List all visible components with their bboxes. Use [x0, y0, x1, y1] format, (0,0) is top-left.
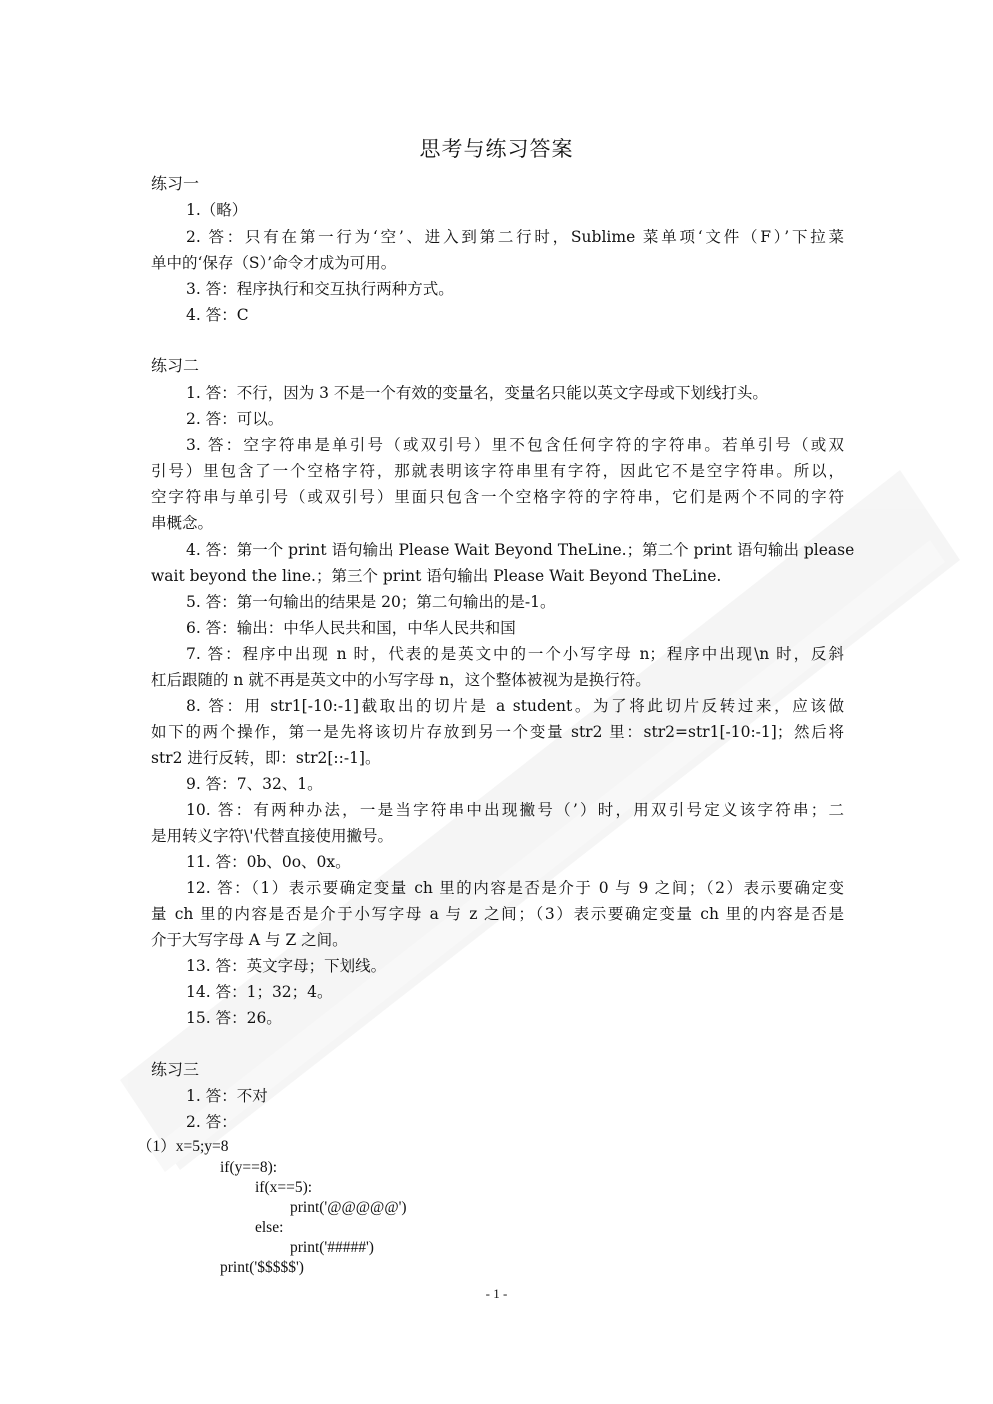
answer-2-10-line2: 是用转义字符\'代替直接使用撇号。: [151, 827, 393, 845]
answer-3-1: 1. 答：不对: [186, 1087, 268, 1105]
answer-2-1: 1. 答：不行，因为 3 不是一个有效的变量名，变量名只能以英文字母或下划线打头。: [186, 384, 768, 402]
code-line: else:: [255, 1219, 284, 1236]
code-line: （1）x=5;y=8: [137, 1138, 229, 1155]
code-line: print('$$$$$'): [220, 1259, 304, 1276]
answer-2-6: 6. 答：输出：中华人民共和国，中华人民共和国: [186, 619, 516, 637]
answer-2-12-line3: 介于大写字母 A 与 Z 之间。: [151, 931, 348, 949]
answer-1-2-line1: 2. 答：只有在第一行为‘空’、进入到第二行时，Sublime 菜单项‘文件（F）’下拉菜: [186, 228, 844, 246]
answer-2-13: 13. 答：英文字母；下划线。: [186, 957, 387, 975]
page-number: - 1 -: [485, 1286, 508, 1301]
answer-2-5: 5. 答：第一句输出的结果是 20；第二句输出的是-1。: [186, 593, 556, 611]
answer-2-8-line2: 如下的两个操作，第一是先将该切片存放到另一个变量 str2 里：str2=str1[-10:-1]；然后将: [151, 723, 844, 741]
answer-2-12-line1: 12. 答：（1）表示要确定变量 ch 里的内容是否是介于 0 与 9 之间；（2）表示要确定变: [186, 879, 844, 897]
answer-2-2: 2. 答：可以。: [186, 410, 284, 428]
answer-1-4: 4. 答：C: [186, 306, 249, 324]
answer-2-10-line1: 10. 答：有两种办法，一是当字符串中出现撇号（’）时，用双引号定义该字符串；二: [186, 801, 844, 819]
answer-2-14: 14. 答：1；32；4。: [186, 983, 333, 1001]
answer-2-8-line3: str2 进行反转，即：str2[::-1]。: [151, 749, 381, 767]
code-line: if(x==5):: [255, 1179, 313, 1196]
section-heading-ex1: 练习一: [151, 174, 200, 193]
answer-2-3-line4: 串概念。: [151, 514, 214, 532]
answer-2-8-line1: 8. 答：用 str1[-10:-1]截取出的切片是 a student。为了将此切片反转过来，应该做: [186, 697, 844, 715]
answer-1-1: 1.（略）: [186, 201, 248, 219]
section-heading-ex2: 练习二: [151, 356, 200, 375]
code-line: if(y==8):: [220, 1159, 278, 1176]
answer-2-12-line2: 量 ch 里的内容是否是介于小写字母 a 与 z 之间；（3）表示要确定变量 ch 里的内容是否是: [151, 905, 844, 923]
answer-1-3: 3. 答：程序执行和交互执行两种方式。: [186, 280, 454, 298]
answer-2-4-line2: wait beyond the line.；第三个 print 语句输出 Please Wait Beyond TheLine.: [151, 567, 722, 585]
page-title: 思考与练习答案: [419, 137, 574, 161]
answer-2-7-line2: 杠后跟随的 n 就不再是英文中的小写字母 n，这个整体被视为是换行符。: [151, 671, 651, 689]
answer-2-15: 15. 答：26。: [186, 1009, 282, 1027]
answer-3-2: 2. 答：: [186, 1113, 237, 1131]
code-line: print('@@@@@'): [290, 1199, 407, 1216]
answer-2-11: 11. 答：0b、0o、0x。: [186, 853, 351, 871]
answer-2-9: 9. 答：7、32、1。: [186, 775, 323, 793]
answer-1-2-line2: 单中的‘保存（S）’命令才成为可用。: [151, 254, 397, 272]
answer-2-3-line3: 空字符串与单引号（或双引号）里面只包含一个空格字符的字符串，它们是两个不同的字符: [151, 488, 844, 506]
answer-2-3-line1: 3. 答：空字符串是单引号（或双引号）里不包含任何字符的字符串。若单引号（或双: [186, 436, 844, 454]
code-line: print('#####'): [290, 1239, 374, 1256]
answer-2-3-line2: 引号）里包含了一个空格字符，那就表明该字符串里有字符，因此它不是空字符串。所以，: [151, 462, 844, 480]
answer-2-7-line1: 7. 答：程序中出现 n 时，代表的是英文中的一个小写字母 n；程序中出现\n 时，反斜: [186, 645, 844, 663]
answer-2-4-line1: 4. 答：第一个 print 语句输出 Please Wait Beyond TheLine.；第二个 print 语句输出 please: [186, 541, 855, 559]
section-heading-ex3: 练习三: [151, 1060, 200, 1079]
